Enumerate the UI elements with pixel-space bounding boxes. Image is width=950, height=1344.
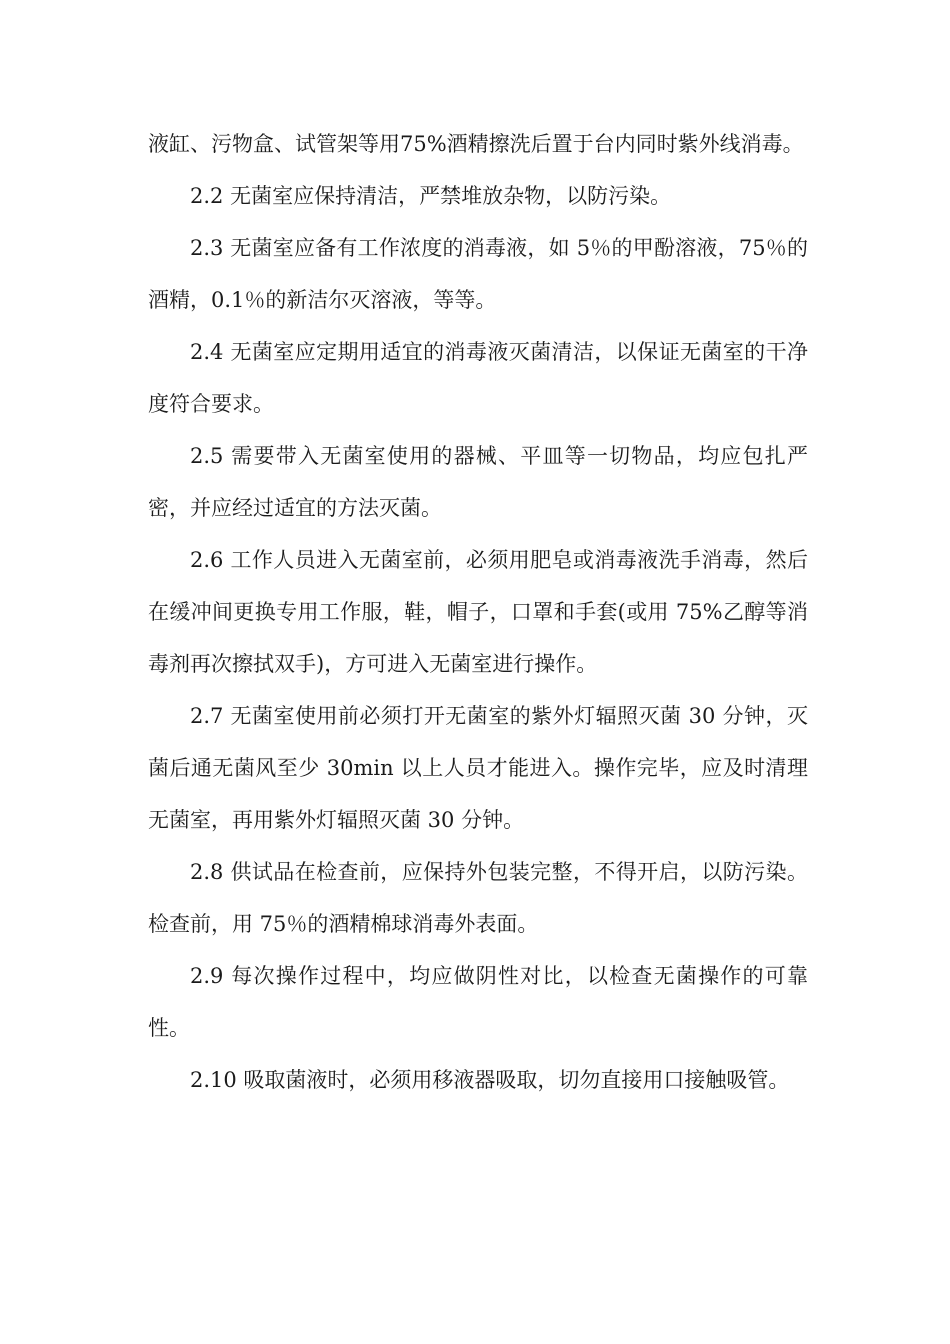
paragraph-2-8: 2.8 供试品在检查前，应保持外包装完整，不得开启，以防污染。检查前，用 75％的酒精棉球消毒外表面。 xyxy=(148,860,808,936)
paragraph-2-4: 2.4 无菌室应定期用适宜的消毒液灭菌清洁，以保证无菌室的干净度符合要求。 xyxy=(148,340,808,416)
paragraph-2-3: 2.3 无菌室应备有工作浓度的消毒液，如 5％的甲酚溶液，75％的酒精，0.1％的新洁尔灭溶液，等等。 xyxy=(148,236,808,312)
paragraph-2-6: 2.6 工作人员进入无菌室前，必须用肥皂或消毒液洗手消毒，然后在缓冲间更换专用工作服，鞋，帽子，口罩和手套(或用 75%乙醇等消毒剂再次擦拭双手)，方可进入无菌室进行操作。 xyxy=(148,548,808,676)
paragraph-2-10: 2.10 吸取菌液时，必须用移液器吸取，切勿直接用口接触吸管。 xyxy=(190,1068,790,1092)
paragraph-continuation: 液缸、污物盒、试管架等用75%酒精擦洗后置于台内同时紫外线消毒。 xyxy=(148,132,804,156)
paragraph-2-2: 2.2 无菌室应保持清洁，严禁堆放杂物，以防污染。 xyxy=(190,184,672,208)
paragraph-2-7: 2.7 无菌室使用前必须打开无菌室的紫外灯辐照灭菌 30 分钟，灭菌后通无菌风至少 30min 以上人员才能进入。操作完毕，应及时清理无菌室，再用紫外灯辐照灭菌 30 分钟。 xyxy=(148,704,808,832)
document-body xyxy=(148,118,808,1106)
paragraph-2-5: 2.5 需要带入无菌室使用的器械、平皿等一切物品，均应包扎严密，并应经过适宜的方法灭菌。 xyxy=(148,444,808,520)
paragraph-2-9: 2.9 每次操作过程中，均应做阴性对比，以检查无菌操作的可靠性。 xyxy=(148,964,808,1040)
